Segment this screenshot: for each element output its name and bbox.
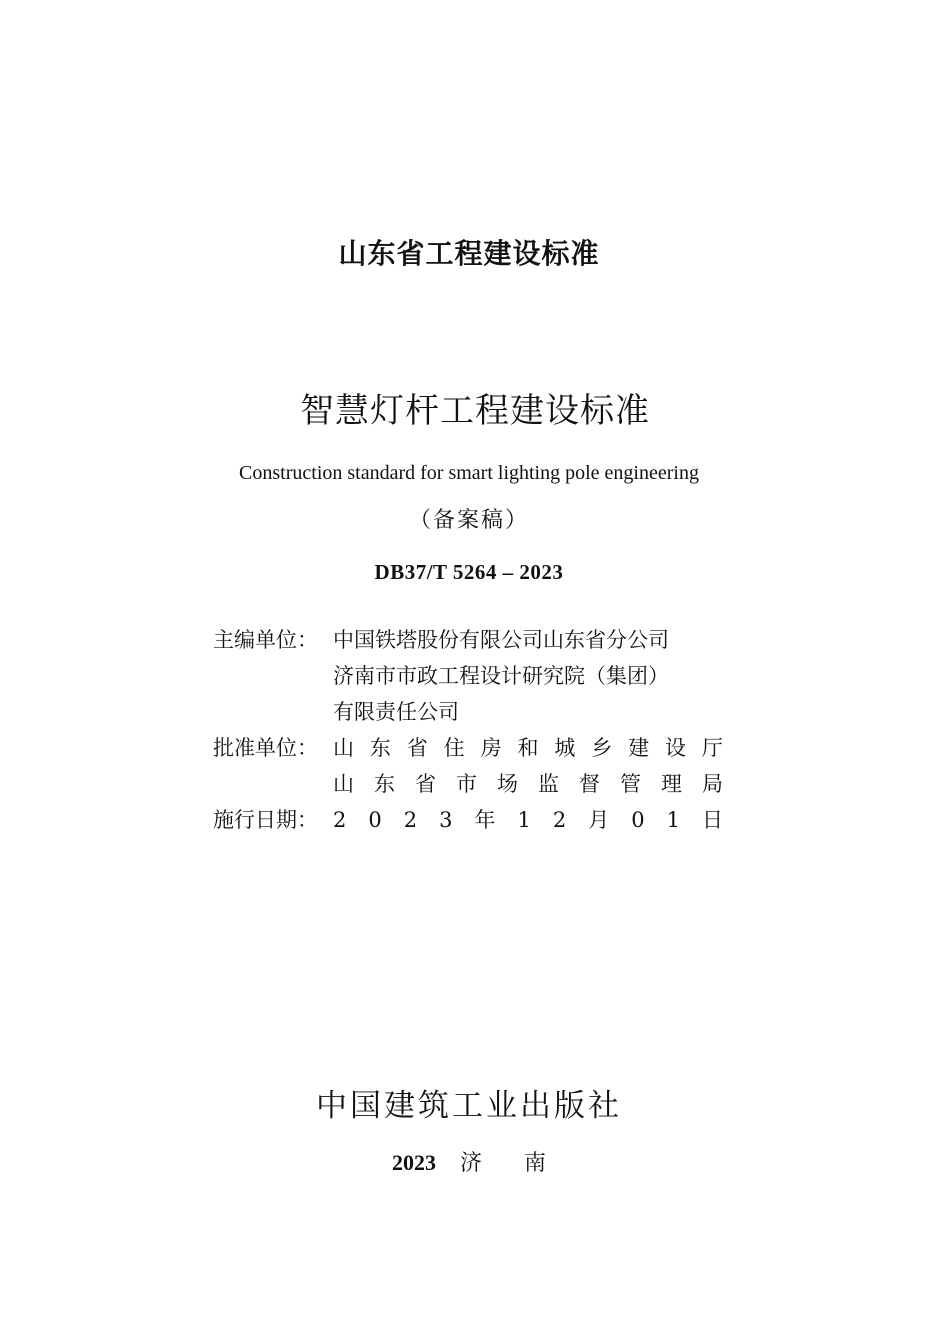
publisher-name: 中国建筑工业出版社: [316, 1088, 622, 1124]
publication-line: [0, 1146, 944, 1177]
series-title: 山东省工程建设标准: [338, 237, 600, 270]
effective-date-char: 1: [517, 808, 531, 832]
effective-date-char: 2: [333, 808, 347, 832]
approver-unit-1-char: 乡: [591, 736, 613, 760]
approver-unit-1-char: 设: [665, 736, 687, 760]
approver-unit-2-char: 管: [620, 772, 641, 796]
approver-unit-2-char: 省: [415, 772, 436, 796]
effective-date-char: 日: [702, 808, 723, 832]
approver-unit-1-char: 建: [628, 736, 650, 760]
approver-unit-2: [333, 766, 723, 802]
effective-date-char: 月: [588, 808, 610, 832]
approver-unit-1-char: 和: [517, 736, 539, 760]
effective-date-char: 1: [666, 808, 680, 832]
date-row: [213, 802, 733, 838]
approver-unit-2-char: 场: [497, 772, 518, 796]
editor-label: 主编单位：: [213, 628, 318, 652]
approver-unit-1-char: 东: [369, 736, 391, 760]
approver-unit-2-char: 局: [702, 772, 723, 796]
editor-unit-1: 中国铁塔股份有限公司山东省分公司: [333, 628, 669, 652]
approver-unit-2-char: 理: [661, 772, 682, 796]
approver-unit-2-char: 监: [538, 772, 559, 796]
approver-unit-1-char: 厅: [701, 736, 723, 760]
approver-unit-1: [333, 730, 723, 766]
editor-unit-2-cont: 有限责任公司: [333, 700, 459, 724]
approver-unit-2-char: 督: [579, 772, 600, 796]
approver-unit-2-char: 山: [333, 772, 354, 796]
document-title: 智慧灯杆工程建设标准: [300, 391, 650, 431]
editor-unit-2: 济南市市政工程设计研究院（集团）: [333, 664, 669, 688]
approver-unit-2-char: 东: [374, 772, 395, 796]
publication-city-2: 南: [524, 1151, 547, 1176]
publication-year: 2023: [391, 1150, 436, 1175]
effective-date-char: 2: [552, 808, 567, 832]
effective-date: [333, 802, 723, 838]
editor-row-2: [213, 658, 733, 694]
approver-unit-1-char: 房: [480, 736, 502, 760]
standard-code: DB37/T 5264 – 2023: [374, 560, 564, 584]
effective-date-char: 0: [368, 808, 382, 832]
approver-unit-2-char: 市: [456, 772, 477, 796]
english-title: Construction standard for smart lighting pole engineering: [239, 462, 699, 484]
editor-row-3: [213, 694, 733, 730]
approver-row-2: [213, 766, 733, 802]
approver-unit-1-char: 城: [554, 736, 576, 760]
publication-city-1: 济: [459, 1151, 482, 1176]
effective-date-char: 0: [631, 808, 645, 832]
approver-unit-1-char: 住: [443, 736, 465, 760]
editor-row: [213, 622, 733, 658]
effective-date-char: 2: [403, 808, 418, 832]
effective-date-char: 3: [439, 808, 453, 832]
approver-row: [213, 730, 733, 766]
info-block: [213, 622, 733, 838]
approver-unit-1-char: 山: [333, 736, 354, 760]
approver-label: 批准单位：: [213, 736, 318, 760]
effective-date-char: 年: [474, 808, 496, 832]
draft-label: （备案稿）: [408, 508, 529, 533]
approver-unit-1-char: 省: [406, 736, 428, 760]
date-label: 施行日期：: [213, 808, 318, 832]
